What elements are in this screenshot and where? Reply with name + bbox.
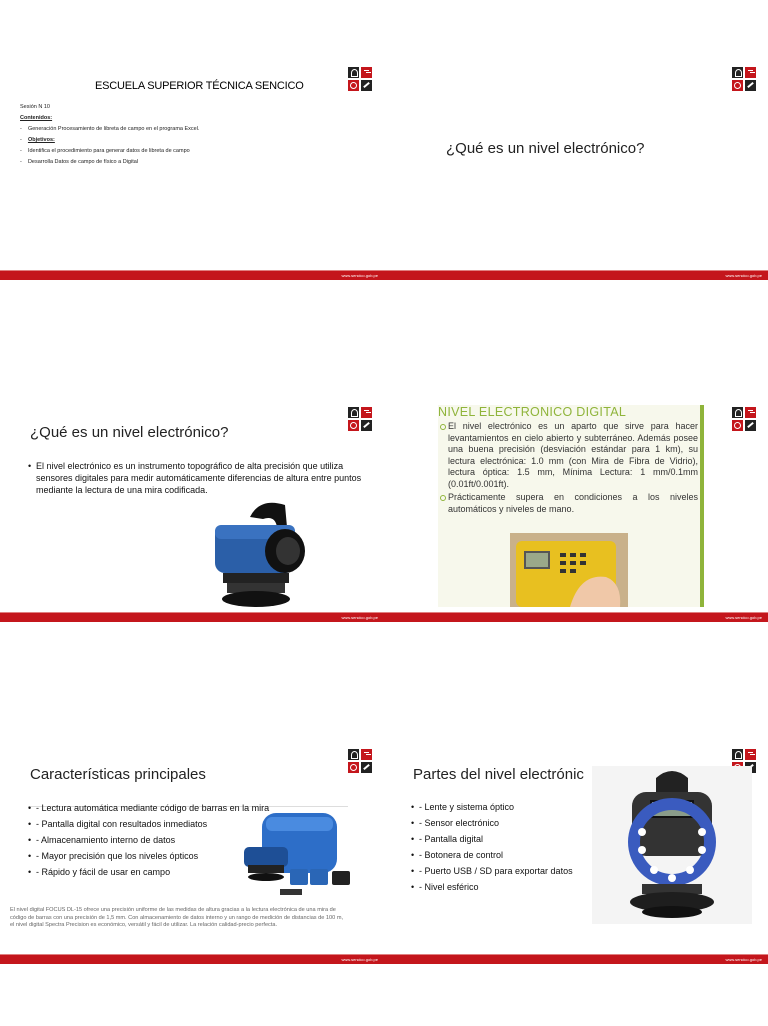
product-description: El nivel digital FOCUS DL-15 ofrece una precisión uniforme de las medidas de altura gracias a la lectura electrónica de una mira de código de barras con una precisión de 1,5 mm. Con almacenamiento de datos interno y un rango de medición de distancias de 100 m, el nivel digital Spectra Precision es económico, versátil y fácil de utilizar. La relación calidad-precio perfecta.: [10, 907, 344, 928]
bullet-item: • - Lectura automática mediante código de barras en la mira: [28, 802, 348, 814]
session-number: Sesión N 10: [20, 104, 50, 110]
bullet-list: [28, 460, 368, 500]
sencico-logo: [732, 67, 758, 93]
footer-url: www.sencico.gob.pe: [341, 615, 378, 620]
digital-level-front-image: [592, 766, 752, 924]
slide-6: [384, 684, 768, 1026]
slide-title: ESCUELA SUPERIOR TÉCNICA SENCICO: [95, 80, 304, 92]
bullet-item: • El nivel electrónico es un instrumento topográfico de alta precisión que utiliza sensores digitales para medir automáticamente diferencias de altura entre puntos mediante la lectura de una mira codificada.: [28, 460, 368, 496]
slide-footer: [384, 612, 768, 622]
contenidos-item: - Generación Procesamiento de libreta de campo en el programa Excel.: [20, 126, 200, 132]
objetivos-item: - Identifica el procedimiento para generar datos de libreta de campo: [20, 148, 190, 154]
device-photo: [510, 533, 628, 607]
footer-url: www.sencico.gob.pe: [341, 957, 378, 962]
slide-2: [384, 0, 768, 342]
bullet-list: [28, 802, 348, 882]
slide-5: [0, 684, 384, 1026]
info-panel: [438, 405, 704, 607]
slide-title: Características principales: [30, 766, 206, 783]
slide-title: ¿Qué es un nivel electrónico?: [30, 424, 229, 441]
bullet-item: • - Pantalla digital: [411, 833, 611, 845]
bullet-item: • - Almacenamiento interno de datos: [28, 834, 348, 846]
slide-title: ¿Qué es un nivel electrónico?: [446, 140, 645, 157]
bullet-item: • - Sensor electrónico: [411, 817, 611, 829]
slide-3: [0, 342, 384, 684]
slide-1: [0, 0, 384, 342]
sencico-logo: [348, 67, 374, 93]
footer-url: www.sencico.gob.pe: [725, 615, 762, 620]
slide-footer: [0, 612, 384, 622]
slide-title: Partes del nivel electrónic: [413, 766, 584, 783]
slide-content: [20, 103, 300, 169]
sencico-logo: [348, 407, 374, 433]
slide-footer: [384, 954, 768, 964]
slide-footer: [0, 954, 384, 964]
bullet-item: • - Lente y sistema óptico: [411, 801, 611, 813]
slide-footer: [384, 270, 768, 280]
objetivos-item: - Desarrolla Datos de campo de físico a Digital: [20, 159, 139, 165]
footer-url: www.sencico.gob.pe: [725, 273, 762, 278]
bullet-item: • - Puerto USB / SD para exportar datos: [411, 865, 611, 877]
slide-footer: [0, 270, 384, 280]
bullet-item: Prácticamente supera en condiciones a los niveles automáticos y niveles de mano.: [440, 492, 698, 515]
bullet-item: El nivel electrónico es un aparto que sirve para hacer levantamientos en cielo abierto y subterráneo. Además posee una buena precisión (desviación estándar para 1 km), su lectura electrónica: 1.0 mm (con Mira de Fibra de Vidrio), lectura óptica: 1.5 mm, Mínima Lectura: 1 mm/0.1mm (0.01ft/0.001ft).: [440, 421, 698, 490]
footer-url: www.sencico.gob.pe: [725, 957, 762, 962]
objetivos-label: - Objetivos:: [20, 137, 55, 143]
bullet-item: • - Botonera de control: [411, 849, 611, 861]
panel-bullets: [440, 421, 698, 517]
sencico-logo: [348, 749, 374, 775]
contenidos-label: Contenidos:: [20, 115, 53, 121]
sencico-logo: [732, 407, 758, 433]
electronic-level-image: [205, 497, 310, 612]
bullet-list: [411, 801, 611, 897]
bullet-item: • - Mayor precisión que los niveles ópticos: [28, 850, 348, 862]
bullet-item: • - Rápido y fácil de usar en campo: [28, 866, 348, 878]
footer-url: www.sencico.gob.pe: [341, 273, 378, 278]
panel-title: NIVEL ELECTRONICO DIGITAL: [438, 405, 627, 419]
bullet-item: • - Nivel esférico: [411, 881, 611, 893]
bullet-item: • - Pantalla digital con resultados inmediatos: [28, 818, 348, 830]
